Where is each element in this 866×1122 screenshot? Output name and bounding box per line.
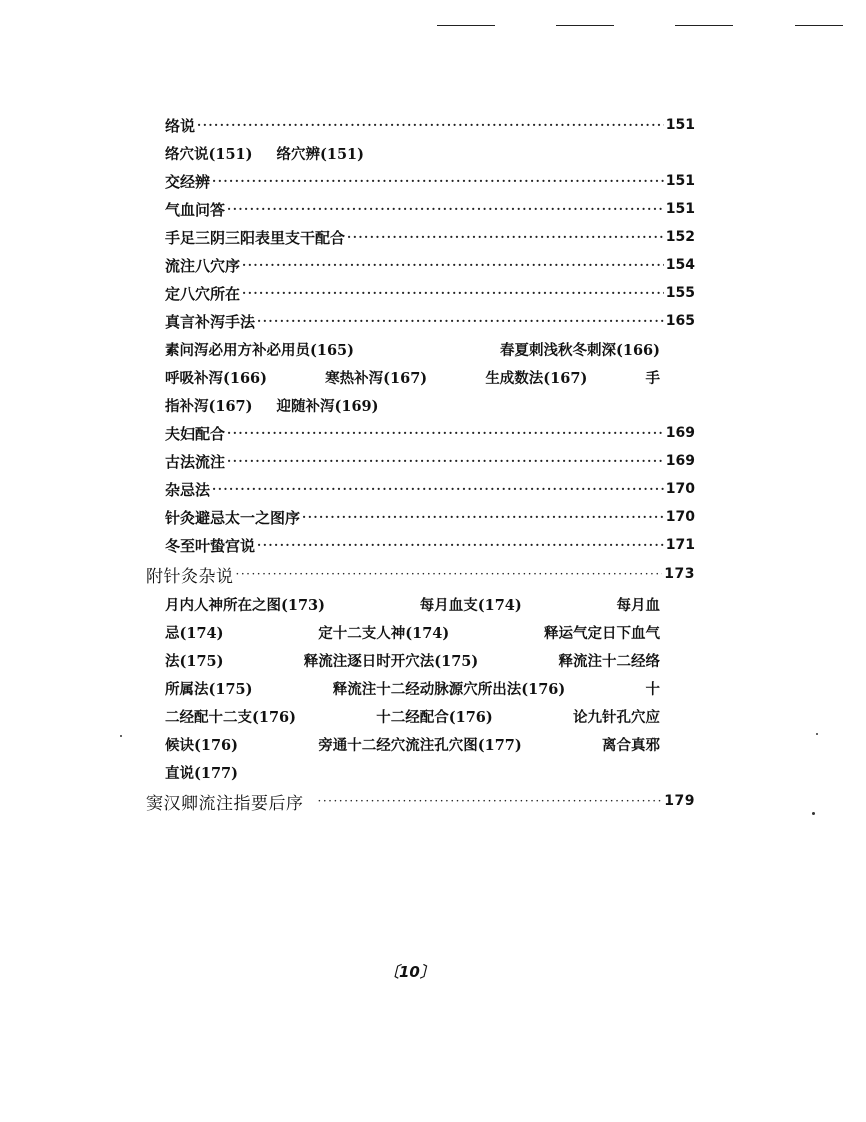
subentry: 每月血	[616, 596, 660, 614]
subentry: 释流注十二经络	[558, 652, 660, 670]
dot-leader	[212, 174, 664, 188]
entry-page: 151	[665, 173, 695, 189]
subentry: 月内人神所在之图(173)	[165, 596, 325, 614]
dot-leader	[227, 426, 664, 440]
entry-title: 窦汉卿流注指要后序	[146, 793, 304, 814]
subentry: 迎随补泻(169)	[276, 397, 379, 415]
subentry: 二经配十二支(176)	[165, 708, 296, 726]
subentry: 旁通十二经穴流注孔穴图(177)	[318, 736, 522, 754]
toc-entry	[165, 449, 695, 473]
dot-leader	[212, 482, 664, 496]
toc-entry	[165, 169, 695, 193]
entry-title: 古法流注	[165, 452, 226, 471]
subentry: 离合真邪	[602, 736, 660, 754]
entry-title: 气血问答	[165, 200, 226, 219]
entry-page: 155	[665, 285, 695, 301]
entry-page: 179	[664, 793, 695, 809]
subentry: 法(175)	[165, 652, 224, 670]
dot-leader	[257, 314, 664, 328]
subentry: 络穴说(151)	[165, 145, 253, 163]
toc-subentries	[165, 648, 660, 672]
entry-title: 交经辨	[165, 172, 211, 191]
entry-title: 定八穴所在	[165, 284, 241, 303]
subentry: 指补泻(167)	[165, 397, 253, 415]
entry-title: 附针灸杂说	[146, 566, 234, 587]
subentry: 手	[645, 369, 660, 387]
scan-speck	[812, 812, 815, 815]
entry-title: 流注八穴序	[165, 256, 241, 275]
dot-leader	[197, 118, 664, 132]
subentry: 素问泻必用方补必用员(165)	[165, 341, 354, 359]
toc-entry	[165, 281, 695, 305]
subentry: 生成数法(167)	[485, 369, 588, 387]
subentry: 络穴辨(151)	[276, 145, 364, 163]
entry-title: 手足三阴三阳表里支干配合	[165, 228, 346, 247]
toc-subentries	[165, 676, 660, 700]
toc-entry	[165, 253, 695, 277]
entry-page: 170	[665, 481, 695, 497]
toc-entry	[165, 477, 695, 501]
toc-subentries	[165, 365, 660, 389]
toc-entry	[165, 197, 695, 221]
entry-page: 154	[665, 257, 695, 273]
toc-entry	[165, 225, 695, 249]
subentry: 春夏刺浅秋冬刺深(166)	[500, 341, 660, 359]
dot-leader	[242, 286, 664, 300]
entry-title: 夫妇配合	[165, 424, 226, 443]
subentry: 直说(177)	[165, 764, 238, 782]
entry-page: 170	[665, 509, 695, 525]
subentry: 候诀(176)	[165, 736, 238, 754]
entry-page: 169	[665, 425, 695, 441]
entry-title: 络说	[165, 116, 196, 135]
dot-leader	[242, 258, 664, 272]
subentry: 忌(174)	[165, 624, 224, 642]
toc-entry	[165, 505, 695, 529]
subentry: 论九针孔穴应	[573, 708, 660, 726]
subentry: 寒热补泻(167)	[325, 369, 428, 387]
toc-entry	[165, 113, 695, 137]
subentry: 每月血支(174)	[419, 596, 522, 614]
entry-title: 真言补泻手法	[165, 312, 256, 331]
subentry: 释流注逐日时开穴法(175)	[303, 652, 479, 670]
dot-leader	[236, 567, 663, 581]
toc-major-entry	[146, 789, 695, 813]
entry-page: 165	[665, 313, 695, 329]
toc-subentries	[165, 393, 660, 417]
toc-subentries	[165, 592, 660, 616]
entry-page: 171	[665, 537, 695, 553]
dot-leader	[227, 454, 664, 468]
toc-subentries	[165, 337, 660, 361]
header-rule	[675, 25, 733, 26]
subentry: 所属法(175)	[165, 680, 253, 698]
toc-entry	[165, 421, 695, 445]
toc-subentries	[165, 141, 660, 165]
scan-speck	[816, 733, 818, 735]
subentry: 十	[645, 680, 660, 698]
dot-leader	[227, 202, 664, 216]
toc-subentries	[165, 760, 660, 784]
subentry: 释运气定日下血气	[544, 624, 660, 642]
toc-subentries	[165, 620, 660, 644]
entry-page: 169	[665, 453, 695, 469]
entry-page: 151	[665, 201, 695, 217]
header-rule	[795, 25, 843, 26]
toc-entry	[165, 533, 695, 557]
entry-page: 152	[665, 229, 695, 245]
dot-leader	[257, 538, 664, 552]
dot-leader	[347, 230, 664, 244]
page-number: 〔10〕	[384, 963, 435, 981]
entry-title: 针灸避忌太一之图序	[165, 508, 301, 527]
dot-leader	[318, 794, 663, 808]
toc-entry	[165, 309, 695, 333]
subentry: 定十二支人神(174)	[318, 624, 450, 642]
subentry: 释流注十二经动脉源穴所出法(176)	[332, 680, 566, 698]
dot-leader	[302, 510, 664, 524]
entry-page: 151	[665, 117, 695, 133]
subentry: 十二经配合(176)	[376, 708, 493, 726]
scan-speck	[120, 735, 122, 737]
toc-subentries	[165, 704, 660, 728]
entry-title: 杂忌法	[165, 480, 211, 499]
toc-major-entry	[146, 562, 695, 586]
entry-page: 173	[664, 566, 695, 582]
entry-title: 冬至叶蛰宫说	[165, 536, 256, 555]
header-rule	[437, 25, 495, 26]
toc-subentries	[165, 732, 660, 756]
subentry: 呼吸补泻(166)	[165, 369, 267, 387]
header-rule	[556, 25, 614, 26]
